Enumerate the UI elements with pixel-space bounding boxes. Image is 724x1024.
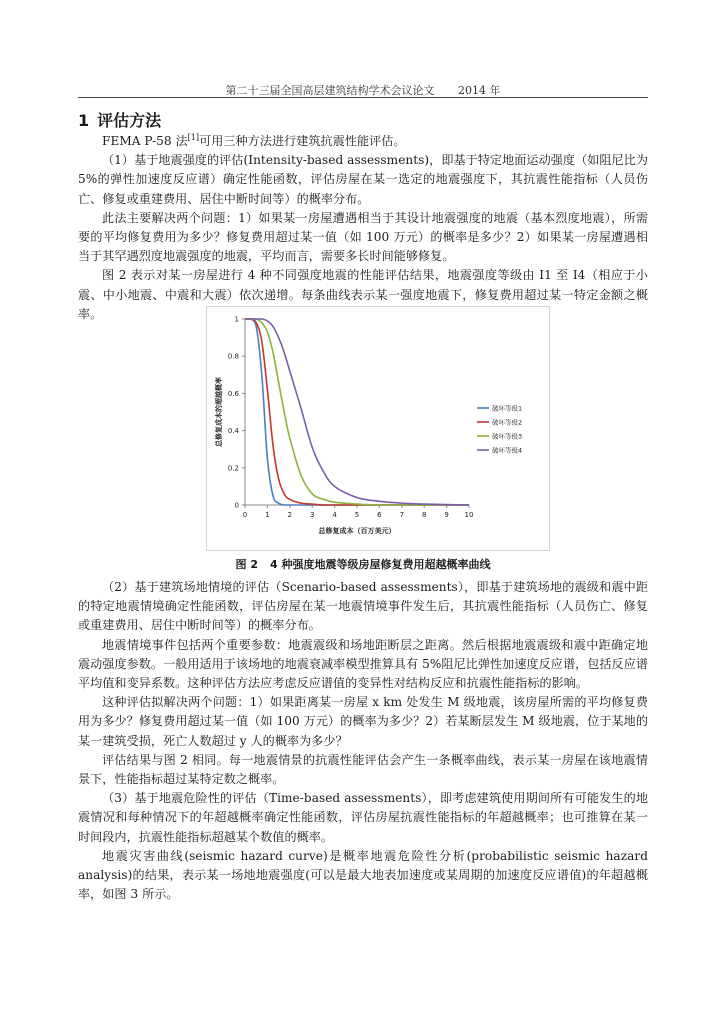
legend-label-3: 破坏等级3: [492, 432, 523, 441]
citation-ref[interactable]: [1]: [187, 132, 200, 142]
intro-text-rest: 可用三种方法进行建筑抗震性能评估。: [199, 134, 406, 148]
figure-2: [206, 306, 550, 551]
journal-name: 第二十三届全国高层建筑结构学术会议论文: [225, 84, 435, 97]
y-tick-label: 0.6: [227, 389, 239, 398]
paragraph: 地震灾害曲线(seismic hazard curve)是概率地震危险性分析(probabilistic seismic hazard analysis)的结果，表示某一场地地震强度(可以是最大地表加速度或某周期的加速度反应谱值)的年超越概率，如图 3 所示。: [78, 848, 648, 902]
paragraph: （3）基于地震危险性的评估（Time-based assessments），即考虑建筑使用期间所有可能发生的地震情况和每种情况下的年超越概率确定性能函数，评估房屋抗震性能指标的年超越概率；也可推算在某一时间段内，抗震性能指标超越某个数值的概率。: [78, 791, 648, 844]
paragraph: 地震情境事件包括两个重要参数：地震震级和场地距断层之距离。然后根据地震震级和震中距确定地震动强度参数。一般用适用于该场地的地震衰减率模型推算具有 5%阻尼比弹性加速度反应谱，包括反应谱平均值和变异系数。这种评估方法应考虑反应谱值的变异性对结构反应和抗震性能指标的影响。: [78, 637, 648, 691]
x-tick-label: 6: [377, 511, 382, 519]
paragraph: （1）基于地震强度的评估(Intensity-based assessments)，即基于特定地面运动强度（如阻尼比为 5%的弹性加速度反应谱）确定性能函数，评估房屋在某一选定的地震强度下，其抗震性能指标（人员伤亡、修复或重建费用、居住中断时间等）的概率分布。: [78, 153, 648, 206]
x-tick-label: 8: [421, 511, 427, 519]
x-tick-label: 2: [287, 511, 293, 519]
y-axis-label: 总修复成本的超越概率: [215, 377, 223, 447]
figure-caption: [78, 556, 648, 572]
x-tick-label: 0: [242, 511, 248, 519]
x-tick-label: 3: [309, 511, 315, 519]
legend-label-2: 破坏等级2: [492, 418, 523, 427]
legend-label-4: 破坏等级4: [492, 446, 523, 455]
paragraph: 这种评估拟解决两个问题：1）如果距离某一房屋 x km 处发生 M 级地震，该房屋所需的平均修复费用为多少？修复费用超过某一值（如 100 万元）的概率为多少？2）若某断层发生 M 级地震，位于某地的某一建筑受损，死亡人数超过 y 人的概率为多少？: [78, 695, 648, 748]
y-tick-label: 1: [234, 315, 239, 324]
intro-paragraph: [78, 132, 648, 151]
journal-year: 2014 年: [458, 84, 501, 97]
x-axis-label: 总修复成本（百万美元）: [318, 527, 396, 535]
body-text-top: [78, 132, 648, 324]
figure-label: 图 2: [235, 558, 258, 571]
paragraph: 评估结果与图 2 相同。每一地震情景的抗震性能评估会产生一条概率曲线，表示某一房屋在该地震情景下，性能指标超过某特定数之概率。: [78, 752, 648, 787]
section-heading: [78, 108, 161, 131]
y-tick-label: 0.4: [227, 427, 239, 436]
y-tick-label: 0.8: [227, 352, 239, 361]
series-line-2: [245, 319, 469, 505]
x-tick-label: 9: [444, 511, 449, 519]
paragraph: 图 2 表示对某一房屋进行 4 种不同强度地震的性能评估结果，地震强度等级由 I1 至 I4（相应于小震、中小地震、中震和大震）依次递增。每条曲线表示某一强度地震下，修复费用超过某一特定金额之概率。: [78, 268, 648, 321]
body-text-bottom: [78, 578, 648, 904]
figure-caption-text: 4 种强度地震等级房屋修复费用超越概率曲线: [270, 558, 491, 571]
y-tick-label: 0: [234, 501, 239, 510]
paragraph: （2）基于建筑场地情境的评估（Scenario-based assessments），即基于建筑场地的震级和震中距的特定地震情境确定性能函数，评估房屋在某一地震情境事件发生后，其抗震性能指标（人员伤亡、修复或重建费用、居住中断时间等）的概率分布。: [78, 580, 648, 633]
header-rule: [78, 97, 648, 98]
exceedance-chart: [207, 307, 549, 550]
x-tick-label: 7: [399, 511, 405, 519]
intro-text: FEMA P-58 法: [102, 134, 188, 148]
running-header: [78, 82, 648, 98]
section-number: 1: [78, 111, 90, 130]
x-tick-label: 10: [464, 511, 474, 519]
x-tick-label: 5: [354, 511, 360, 519]
legend-label-1: 破坏等级1: [492, 404, 523, 413]
x-tick-label: 4: [332, 511, 337, 519]
paragraph: 此法主要解决两个问题：1）如果某一房屋遭遇相当于其设计地震强度的地震（基本烈度地震），所需要的平均修复费用为多少？修复费用超过某一值（如 100 万元）的概率是多少？2）如果某一房屋遭遇相当于其罕遇烈度地震强度的地震，平均而言，需要多长时间能够修复。: [78, 210, 648, 264]
y-tick-label: 0.2: [227, 464, 239, 473]
section-title: 评估方法: [97, 111, 162, 130]
x-tick-label: 1: [265, 511, 270, 519]
